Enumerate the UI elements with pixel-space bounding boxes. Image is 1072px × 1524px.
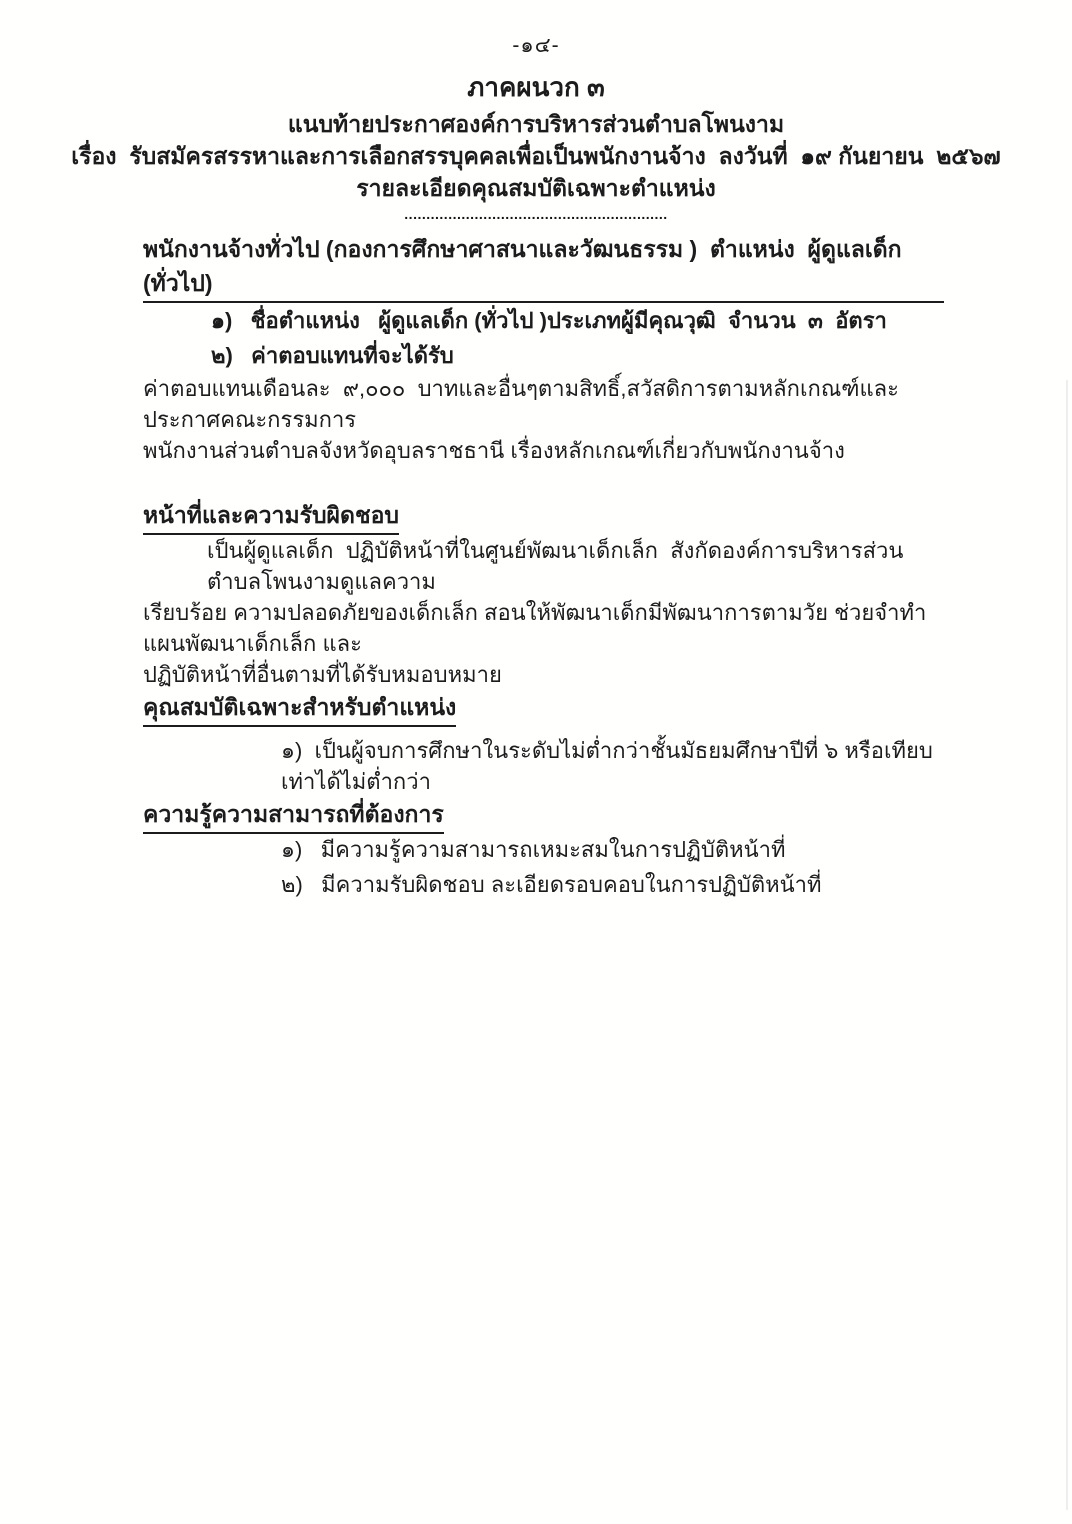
knowledge-item-2: ๒) มีความรับผิดชอบ ละเอียดรอบคอบในการปฏิบัติหน้าที่	[281, 872, 822, 897]
header-attachment-line: แนบท้ายประกาศองค์การบริหารส่วนตำบลโพนงาม	[287, 111, 785, 137]
qualifications-section-heading	[143, 690, 944, 727]
knowledge-item-1: ๑) มีความรู้ความสามารถเหมะสมในการปฏิบัติหน้าที่	[281, 837, 786, 862]
position-section-heading-text: พนักงานจ้างทั่วไป (กองการศึกษาศาสนาและวัฒนธรรม ) ตำแหน่ง ผู้ดูแลเด็ก (ทั่วไป)	[143, 232, 944, 303]
dotted-divider: ............................................................	[404, 206, 668, 222]
position-item-2: ๒) ค่าตอบแทนที่จะได้รับ	[211, 343, 454, 368]
header-detail-line: รายละเอียดคุณสมบัติเฉพาะตำแหน่ง	[356, 175, 716, 201]
qualification-item-1: ๑) เป็นผู้จบการศึกษาในระดับไม่ต่ำกว่าชั้นมัธยมศึกษาปีที่ ๖ หรือเทียบเท่าได้ไม่ต่ำกว่า	[281, 738, 933, 794]
duties-line-2: เรียบร้อย ความปลอดภัยของเด็กเล็ก สอนให้พัฒนาเด็กมีพัฒนาการตามวัย ช่วยจำทำแผนพัฒนาเด็กเล็ก และ	[143, 600, 927, 656]
duties-line-3: ปฏิบัติหน้าที่อื่นตามที่ได้รับหมอบหมาย	[143, 662, 502, 687]
appendix-title: ภาคผนวก ๓	[467, 72, 605, 102]
knowledge-section-heading-text: ความรู้ความสามารถที่ต้องการ	[143, 797, 444, 834]
position-section-heading	[143, 232, 944, 303]
knowledge-section-heading	[143, 797, 944, 834]
header-subject-line: เรื่อง รับสมัครสรรหาและการเลือกสรรบุคคลเพื่อเป็นพนักงานจ้าง ลงวันที่ ๑๙ กันยายน ๒๕๖๗	[71, 143, 1001, 169]
document-body	[0, 232, 1072, 900]
page-number: -๑๔-	[512, 34, 560, 57]
duties-section-heading-text: หน้าที่และความรับผิดชอบ	[143, 498, 399, 535]
compensation-line-2: พนักงานส่วนตำบลจังหวัดอุบลราชธานี เรื่องหลักเกณฑ์เกี่ยวกับพนักงานจ้าง	[143, 438, 845, 463]
duties-section-heading	[143, 498, 944, 535]
position-item-1: ๑) ชื่อตำแหน่ง ผู้ดูแลเด็ก (ทั่วไป )ประเภทผู้มีคุณวุฒิ จำนวน ๓ อัตรา	[211, 308, 887, 333]
qualifications-section-heading-text: คุณสมบัติเฉพาะสำหรับตำแหน่ง	[143, 690, 456, 727]
compensation-line-1: ค่าตอบแทนเดือนละ ๙,๐๐๐ บาทและอื่นๆตามสิทธิ์,สวัสดิการตามหลักเกณฑ์และประกาศคณะกรรมการ	[143, 376, 899, 432]
scan-artifact-line	[1066, 380, 1068, 1510]
duties-line-1: เป็นผู้ดูแลเด็ก ปฏิบัติหน้าที่ในศูนย์พัฒนาเด็กเล็ก สังกัดองค์การบริหารส่วนตำบลโพนงามดูแลความ	[207, 538, 904, 594]
blank-line	[143, 466, 944, 490]
